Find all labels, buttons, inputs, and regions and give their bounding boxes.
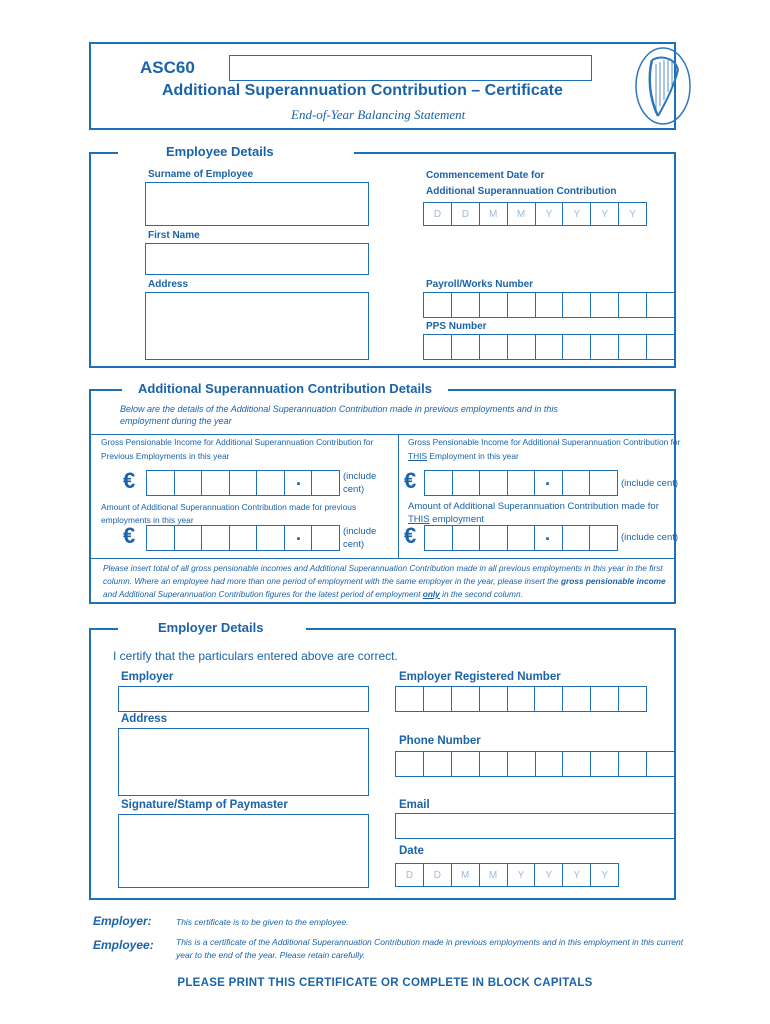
footer-employee-text-line1: This is a certificate of the Additional Superannuation Contribution made in previous employments and in this employment in this current — [176, 937, 684, 947]
employer-label: Employer — [121, 671, 174, 683]
this-amount-euro-symbol: € — [404, 523, 417, 548]
this-income-input[interactable] — [424, 470, 618, 496]
harp-icon — [634, 46, 692, 126]
prev-income-decimal: . — [296, 469, 302, 489]
this-amount-label-line2 — [408, 514, 484, 525]
date-cell[interactable]: Y — [629, 208, 636, 220]
prev-amount-cent-line2: cent) — [343, 539, 365, 550]
certify-text: I certify that the particulars entered above are correct. — [113, 649, 398, 663]
date-cell[interactable]: Y — [591, 203, 619, 225]
payroll-label: Payroll/Works Number — [426, 279, 534, 290]
prev-income-euro-symbol: € — [123, 468, 136, 493]
date-cell[interactable]: M — [508, 203, 536, 225]
prev-amount-cent-line1: (include — [343, 526, 377, 537]
date-cell[interactable]: D — [452, 203, 480, 225]
asc-grid-top-line — [89, 434, 676, 435]
date-cell[interactable]: Y — [508, 864, 536, 886]
prev-amount-euro-symbol: € — [123, 523, 136, 548]
this-income-cent: (include cent) — [621, 478, 679, 489]
phone-label: Phone Number — [399, 735, 481, 747]
asc-note-line2-text: column. Where an employee had more than one period of employment with the same employer in the year, please insert the — [103, 576, 561, 586]
date-cell[interactable]: Y — [563, 203, 591, 225]
asc-note-emphasis: gross pensionable income — [560, 576, 666, 586]
asc-note-line3-text: and Additional Superannuation Contribution figures for the latest period of employment — [103, 589, 423, 599]
prev-amount-input[interactable] — [146, 525, 340, 551]
print-notice: PLEASE PRINT THIS CERTIFICATE OR COMPLETE IN BLOCK CAPITALS — [177, 977, 593, 989]
this-income-label-line1: Gross Pensionable Income for Additional Superannuation Contribution for — [408, 437, 681, 447]
asc-note-line2 — [103, 575, 666, 588]
asc-grid-bottom-line — [89, 558, 676, 559]
date-cell[interactable]: D — [424, 864, 452, 886]
this-amount-label-rest: employment — [429, 514, 485, 525]
date-cell[interactable]: Y — [535, 864, 563, 886]
this-emphasis: THIS — [408, 451, 428, 461]
employee-details-title: Employee Details — [118, 144, 354, 159]
prev-income-label-line2: Previous Employments in this year — [101, 451, 230, 461]
form-subtitle: End-of-Year Balancing Statement — [291, 107, 466, 122]
employer-input[interactable] — [118, 686, 369, 712]
asc-intro-line2: employment during the year — [120, 416, 232, 426]
first-name-label: First Name — [148, 230, 200, 241]
reg-number-input[interactable] — [395, 686, 647, 712]
commencement-label-line1: Commencement Date for — [426, 170, 545, 181]
surname-label: Surname of Employee — [148, 169, 254, 180]
first-name-input[interactable] — [145, 243, 369, 275]
signature-label: Signature/Stamp of Paymaster — [121, 799, 288, 811]
footer-employee-label: Employee: — [93, 938, 154, 952]
employer-address-input[interactable] — [118, 728, 369, 796]
employer-date-input[interactable] — [395, 863, 619, 887]
surname-input[interactable] — [145, 182, 369, 226]
commencement-label-line2: Additional Superannuation Contribution — [426, 186, 617, 197]
employer-details-title: Employer Details — [118, 620, 306, 635]
reg-number-label: Employer Registered Number — [399, 671, 561, 683]
date-cell[interactable]: M — [480, 203, 508, 225]
form-reference-input[interactable] — [229, 55, 592, 81]
prev-income-cent-line2: cent) — [343, 484, 365, 495]
pps-number-input[interactable] — [423, 334, 675, 360]
this-income-label-line2 — [408, 450, 519, 463]
asc-note-line1: Please insert total of all gross pensionable incomes and Additional Superannuation Contribution made in all previous employments in this year in the first — [103, 563, 663, 573]
pps-label: PPS Number — [426, 321, 487, 332]
prev-income-label-line1: Gross Pensionable Income for Additional Superannuation Contribution for — [101, 437, 374, 447]
signature-stamp-area[interactable] — [118, 814, 369, 888]
phone-number-input[interactable] — [395, 751, 675, 777]
prev-amount-decimal: . — [296, 524, 302, 544]
date-cell[interactable]: D — [396, 864, 424, 886]
date-cell[interactable]: Y — [563, 864, 591, 886]
employee-address-label: Address — [148, 279, 189, 290]
email-input[interactable] — [395, 813, 675, 839]
footer-employer-label: Employer: — [93, 914, 152, 928]
this-amount-label-line1: Amount of Additional Superannuation Contribution made for — [408, 501, 659, 512]
this-amount-cent: (include cent) — [621, 532, 679, 543]
asc-intro-line1: Below are the details of the Additional Superannuation Contribution made in previous employments and in this — [120, 404, 558, 414]
asc-note-line3-end: in the second column. — [439, 589, 523, 599]
employer-address-label: Address — [121, 713, 168, 725]
date-cell[interactable]: M — [452, 864, 480, 886]
this-amount-input[interactable] — [424, 525, 618, 551]
prev-income-input[interactable] — [146, 470, 340, 496]
prev-amount-label-line1: Amount of Additional Superannuation Contribution made for previous — [101, 502, 357, 512]
date-cell[interactable]: M — [480, 864, 508, 886]
prev-income-cent-line1: (include — [343, 471, 377, 482]
this-income-label-rest: Employment in this year — [427, 451, 519, 461]
this-income-decimal: . — [545, 469, 551, 489]
asc-details-title: Additional Superannuation Contribution Details — [122, 381, 448, 396]
date-label: Date — [399, 845, 424, 857]
form-title: Additional Superannuation Contribution – Certificate — [162, 82, 563, 99]
asc-grid-divider — [398, 434, 399, 558]
commencement-date-input[interactable] — [423, 202, 647, 226]
this-emphasis: THIS — [408, 514, 430, 525]
email-label: Email — [399, 799, 430, 811]
employee-address-input[interactable] — [145, 292, 369, 360]
date-cell[interactable]: D — [424, 203, 452, 225]
payroll-number-input[interactable] — [423, 292, 675, 318]
footer-employee-text-line2: year to the end of the year. Please retain carefully. — [176, 950, 365, 960]
asc-note-line3 — [103, 588, 523, 601]
prev-amount-label-line2: employments in this year — [101, 515, 194, 525]
date-cell[interactable]: Y — [601, 869, 608, 881]
this-income-euro-symbol: € — [404, 468, 417, 493]
this-amount-decimal: . — [545, 524, 551, 544]
footer-employer-text: This certificate is to be given to the employee. — [176, 917, 349, 927]
asc-note-only: only — [422, 589, 440, 599]
date-cell[interactable]: Y — [536, 203, 564, 225]
form-code: ASC60 — [140, 58, 195, 77]
